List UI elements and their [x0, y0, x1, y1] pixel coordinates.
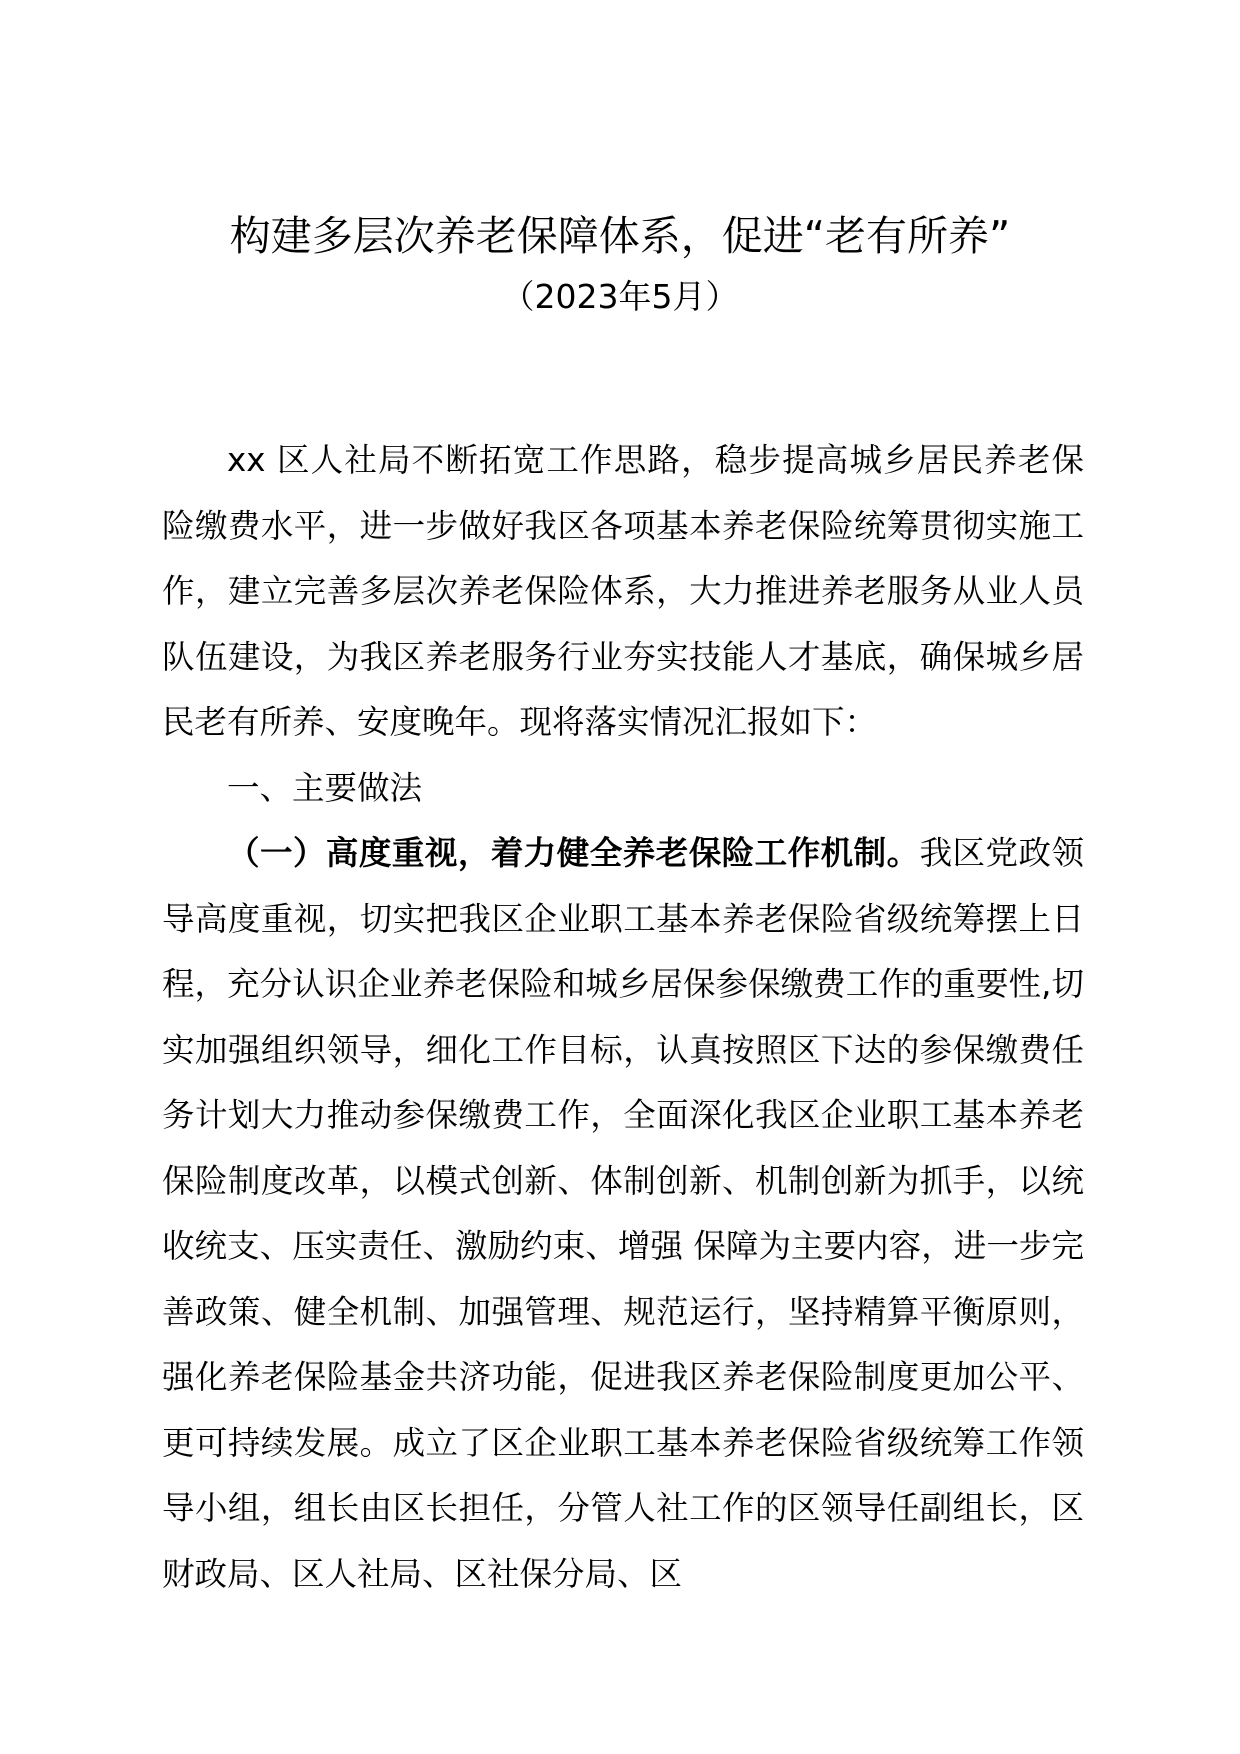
subsection-body: 我区党政领导高度重视，切实把我区企业职工基本养老保险省级统筹摆上日程，充分认识企业养老保险和城乡居保参保缴费工作的重要性,切实加强组织领导，细化工作目标，认真按照区下达的参保缴费任务计划大力推动参保缴费工作，全面深化我区企业职工基本养老保险制度改革，以模式创新、体制创新、机制创新为抓手，以统收统支、压实责任、激励约束、增强 保障为主要内容，进一步完善政策、健全机制、加强管理、规范运行，坚持精算平衡原则，强化养老保险基金共济功能，促进我区养老保险制度更加公平、更可持续发展。成立了区企业职工基本养老保险省级统筹工作领导小组，组长由区长担任，分管人社工作的区领导任副组长，区财政局、区人社局、区社保分局、区 [162, 834, 1084, 1593]
document-date: （2023年5月） [501, 277, 739, 316]
intro-paragraph: xx 区人社局不断拓宽工作思路，稳步提高城乡居民养老保险缴费水平，进一步做好我区各项基本养老保险统筹贯彻实施工作，建立完善多层次养老保险体系，大力推进养老服务从业人员队伍建设，为我区养老服务行业夯实技能人才基底，确保城乡居民老有所养、安度晚年。现将落实情况汇报如下： [162, 441, 1084, 741]
section-heading: 一、主要做法 [227, 768, 423, 807]
document-title: 构建多层次养老保障体系，促进“老有所养” [229, 212, 1011, 260]
subsection-paragraph [162, 821, 1084, 1607]
subsection-lead: （一）高度重视，着力健全养老保险工作机制。 [227, 834, 920, 872]
document-body [162, 428, 1084, 1607]
